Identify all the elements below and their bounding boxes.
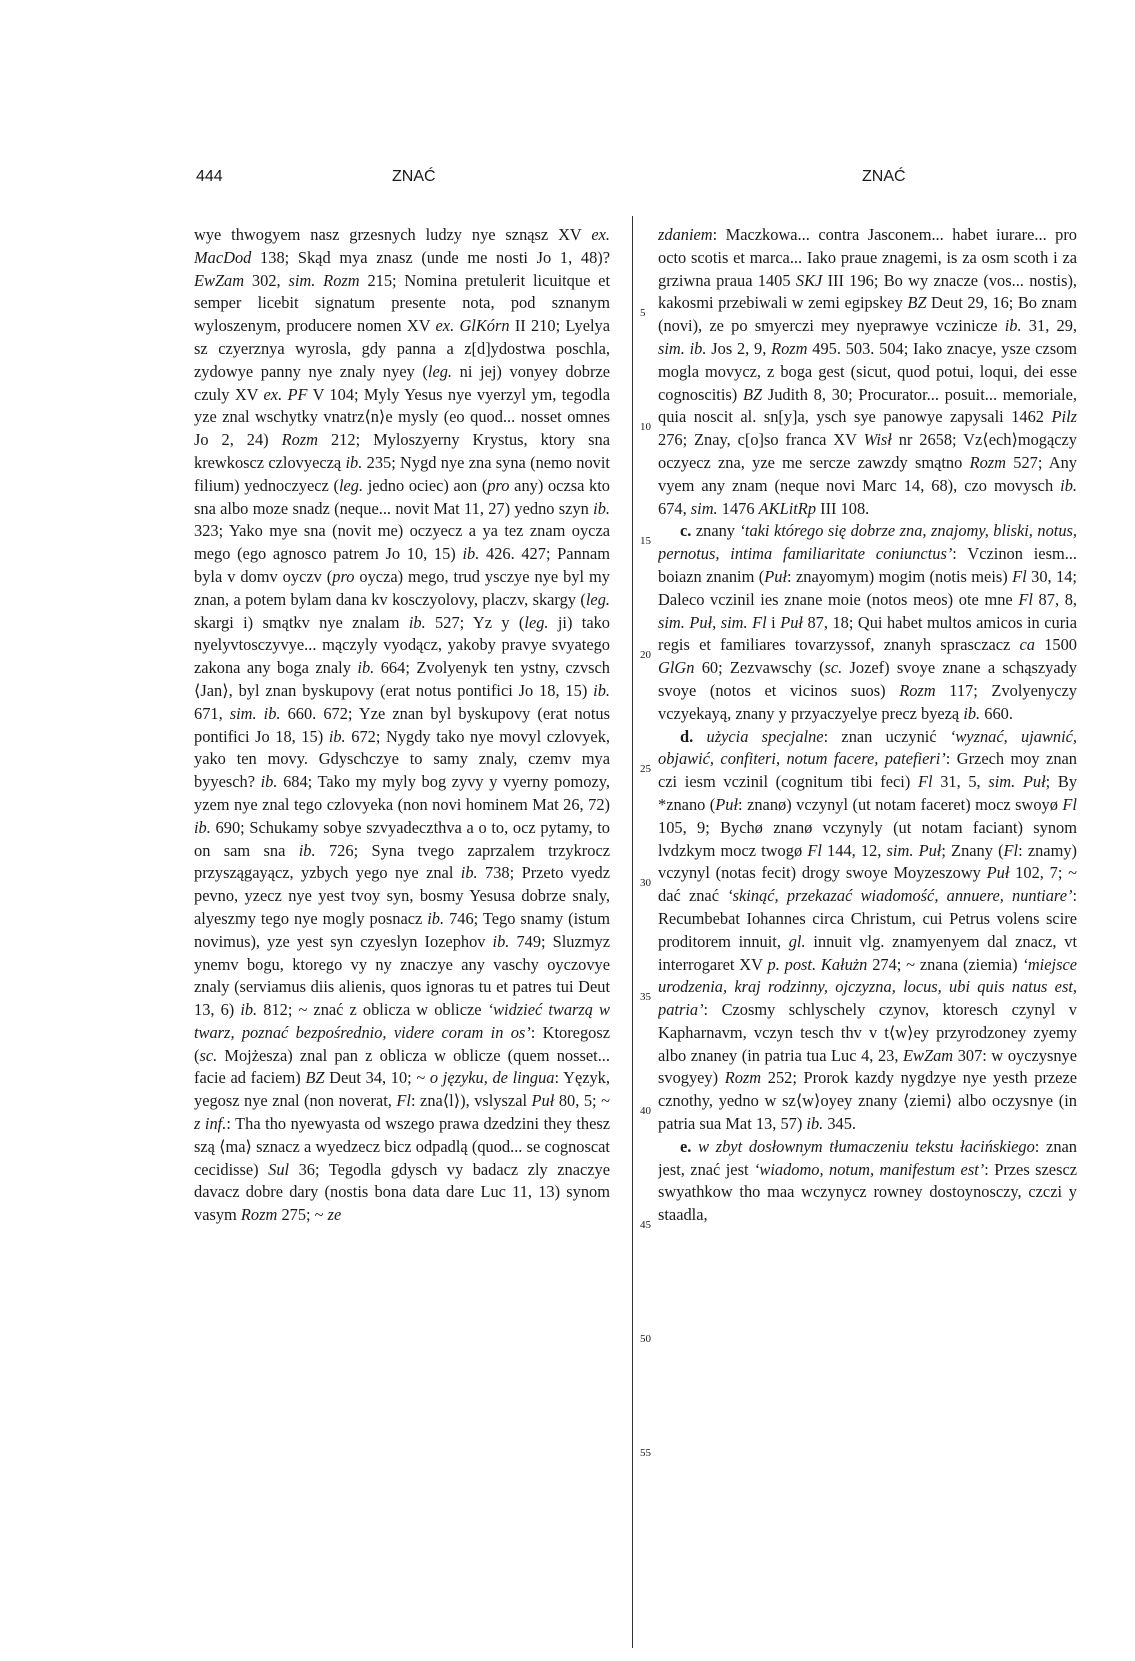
line-number: 5 bbox=[640, 307, 646, 319]
line-number: 45 bbox=[640, 1219, 651, 1231]
line-number: 30 bbox=[640, 877, 651, 889]
line-number: 50 bbox=[640, 1333, 651, 1345]
page-number: 444 bbox=[196, 168, 223, 185]
line-number: 15 bbox=[640, 535, 651, 547]
right-column bbox=[658, 224, 1077, 1584]
line-number: 25 bbox=[640, 763, 651, 775]
entry-paragraph: zdaniem: Maczkowa... contra Jasconem... habet iurare... pro octo scotis et marca... Iako praue znagemi, is za osm scoth i za grziwna praua 1405 SKJ III 196; Bo wy znacze (vos... nostis), kakosmi przebiwali w zemi egipskey BZ Deut 29, 16; Bo znam (novi), ze po smyerczi mey nyeprawye vczinicze ib. 31, 29, sim. ib. Jos 2, 9, Rozm 495. 503. 504; Iako znacye, ysze czsom mogla movycz, z boga gest (sicut, quod potui, loqui, dei esse cognoscitis) BZ Judith 8, 30; Procurator... posuit... memoriale, quia noscit al. sn[y]a, ysch sye panowye zapysali 1462 Pilz 276; Znay, c[o]so franca XV Wisł nr 2658; Vz⟨ech⟩mogączy oczyecz zna, yze me sercze zawzdy smątno Rozm 527; Any vyem any znam (neque novi Marc 14, 68), czo movysch ib. 674, sim. 1476 AKLitRp III 108. bbox=[658, 225, 1077, 518]
column-divider bbox=[632, 216, 633, 1648]
entry-section-c: c. znany ‘taki którego się dobrze zna, znajomy, bliski, notus, pernotus, intima familiaritate coniunctus’: Vczinon iesm... boiazn znanim (Puł: znayomym) mogim (notis meis) Fl 30, 14; Daleco vczinil ies znane moie (notos meos) ote mne Fl 87, 8, sim. Puł, sim. Fl i Puł 87, 18; Qui habet multos amicos in curia regis et familiares tovarzyssof, znanyh sprasczacz ca 1500 GlGn 60; Zezvawschy (sc. Jozef) svoye znane a schąszyady svoye (notos et vicinos suos) Rozm 117; Zvolyenyczy vczyekayą, znany y przyaczyelye precz byezą ib. 660. bbox=[658, 521, 1077, 723]
line-number: 10 bbox=[640, 421, 651, 433]
page-header bbox=[0, 168, 1135, 192]
left-column bbox=[194, 224, 610, 1584]
line-number: 20 bbox=[640, 649, 651, 661]
entry-paragraph: wye thwogyem nasz grzesnych ludzy nye sznąsz XV ex. MacDod 138; Skąd mya znasz (unde me nosti Jo 1, 48)? EwZam 302, sim. Rozm 215; Nomina pretulerit licuitque et semper licebit signatum presente nota, pod sznanym wyloszenym, producere nomen XV ex. GlKórn II 210; Lyelya sz czyerznya wyrosla, gdy panna a z[d]ydostwa poschla, zydowye panny nye znaly nyey (leg. ni jej) vonyey dobrze czuly XV ex. PF V 104; Myly Yesus nye vyerzyl ym, tegodla yze znal wschytky vnatrz⟨n⟩e mysly (eo quod... nosset omnes Jo 2, 24) Rozm 212; Myloszyerny Krystus, ktory sna krewkoscz czlovyeczą ib. 235; Nygd nye zna syna (nemo novit filium) yednoczyecz (leg. jedno ociec) aon (pro any) oczsa kto sna albo moze snadz (neque... novit Mat 11, 27) yedno szyn ib. 323; Yako mye sna (novit me) oczyecz a ya tez znam oycza mego (ego agnosco patrem Jo 10, 15) ib. 426. 427; Pannam byla v domv oyczv (pro oycza) mego, trud ysczye nye byl my znan, a potem bylam dana kv kosczyolovy, placzv, skargy (leg. skargi i) smątkv nye znalam ib. 527; Yz y (leg. ji) tako nyelyvtosczyvye... mączyly vyodącz, yakoby pravye svyatego zakona any boga znaly ib. 664; Zvolyenyk ten ystny, czvsch ⟨Jan⟩, byl znan byskupovy (erat notus pontifici Jo 18, 15) ib. 671, sim. ib. 660. 672; Yze znan byl byskupovy (erat notus pontifici Jo 18, 15) ib. 672; Nygdy tako nye movyl czlovyek, yako ten movy. Gdyschczye to samy znaly, czemv mya byyesch? ib. 684; Tako my myly bog zyvy y vyerny pomozy, yzem nye znal tego czlovyeka (non novi hominem Mat 26, 72) ib. 690; Schukamy sobye szvyadeczthva a o to, ocz pytamy, to on sam sna ib. 726; Syna tvego zaprzalem trzykrocz przyszągayącz, yzbych yego nye znal ib. 738; Przeto vyedz pevno, yzecz nye yest tvoy syn, bosmy Yesusa dobrze snaly, alyeszmy tego nye mogly posnacz ib. 746; Tego snamy (istum novimus), yze yest syn czyeslyn Iozephov ib. 749; Sluzmyz ynemv bogu, ktorego vy ny znaczye any vaschy oyczovye znaly (serviamus diis alienis, quos ignoras tu et patres tui Deut 13, 6) ib. 812; ~ znać z oblicza w oblicze ‘widzieć twarzą w twarz, poznać bezpośrednio, videre coram in os’: Ktoregosz (sc. Mojżesza) znal pan z oblicza w oblicze (quem nosset... facie ad faciem) BZ Deut 34, 10; ~ o języku, de lingua: Yęzyk, yegosz nye znal (non noverat, Fl: zna⟨l⟩), vslyszal Puł 80, 5; ~ z inf.: Tha tho nyewyasta od wszego prawa dzedzini they thesz szą ⟨ma⟩ sznacz a wyedzecz bicz odpadlą (quod... se cognoscat cecidisse) Sul 36; Tegodla gdysch vy badacz zly znaczye davacz dobre dary (nostis bona data dare Luc 11, 13) synom vasym Rozm 275; ~ ze bbox=[194, 225, 610, 1225]
line-numbers bbox=[634, 224, 656, 1584]
line-number: 55 bbox=[640, 1447, 651, 1459]
running-head-left: ZNAĆ bbox=[392, 168, 436, 185]
running-head-right: ZNAĆ bbox=[862, 168, 906, 185]
line-number: 40 bbox=[640, 1105, 651, 1117]
line-number: 35 bbox=[640, 991, 651, 1003]
entry-section-e: e. w zbyt dosłownym tłumaczeniu tekstu łacińskiego: znan jest, znać jest ‘wiadomo, notum, manifestum est’: Przes szescz swyathkow tho maa wczynycz rowney dostoynosczy, czczi y staadla, bbox=[658, 1136, 1077, 1225]
entry-section-d: d. użycia specjalne: znan uczynić ‘wyznać, ujawnić, objawić, confiteri, notum facere, patefieri’: Grzech moy znan czi iesm vczinil (cognitum tibi feci) Fl 31, 5, sim. Puł; By *znano (Puł: znanø) vczynyl (ut notam faceret) mocz swoyø Fl 105, 9; Bychø znanø vczynyly (ut notam faciant) synom lvdzkym mocz twogø Fl 144, 12, sim. Puł; Znany (Fl: znamy) vczynyl (notas fecit) drogy swoye Moyzeszowy Puł 102, 7; ~ dać znać ‘skinąć, przekazać wiadomość, annuere, nuntiare’: Recumbebat Iohannes circa Christum, cui Petrus volens scire proditorem innuit, gl. innuit vlg. znamyenyem dal znacz, vt interrogaret XV p. post. Kałużn 274; ~ znana (ziemia) ‘miejsce urodzenia, kraj rodzinny, ojczyzna, locus, ubi quis natus est, patria’: Czosmy schlyschely czynov, ktoresch czynyl v Kapharnavm, vczyn tesch thv v t⟨w⟩ey przyrodzoney zyemy albo znaney (in patria tua Luc 4, 23, EwZam 307: w oyczysnye svogyey) Rozm 252; Prorok kazdy nygdzye nye yesth przeze cznothy, yedno w sz⟨w⟩oyey znany ⟨ziemi⟩ albo oczysnye (in patria sua Mat 13, 57) ib. 345. bbox=[658, 726, 1077, 1134]
